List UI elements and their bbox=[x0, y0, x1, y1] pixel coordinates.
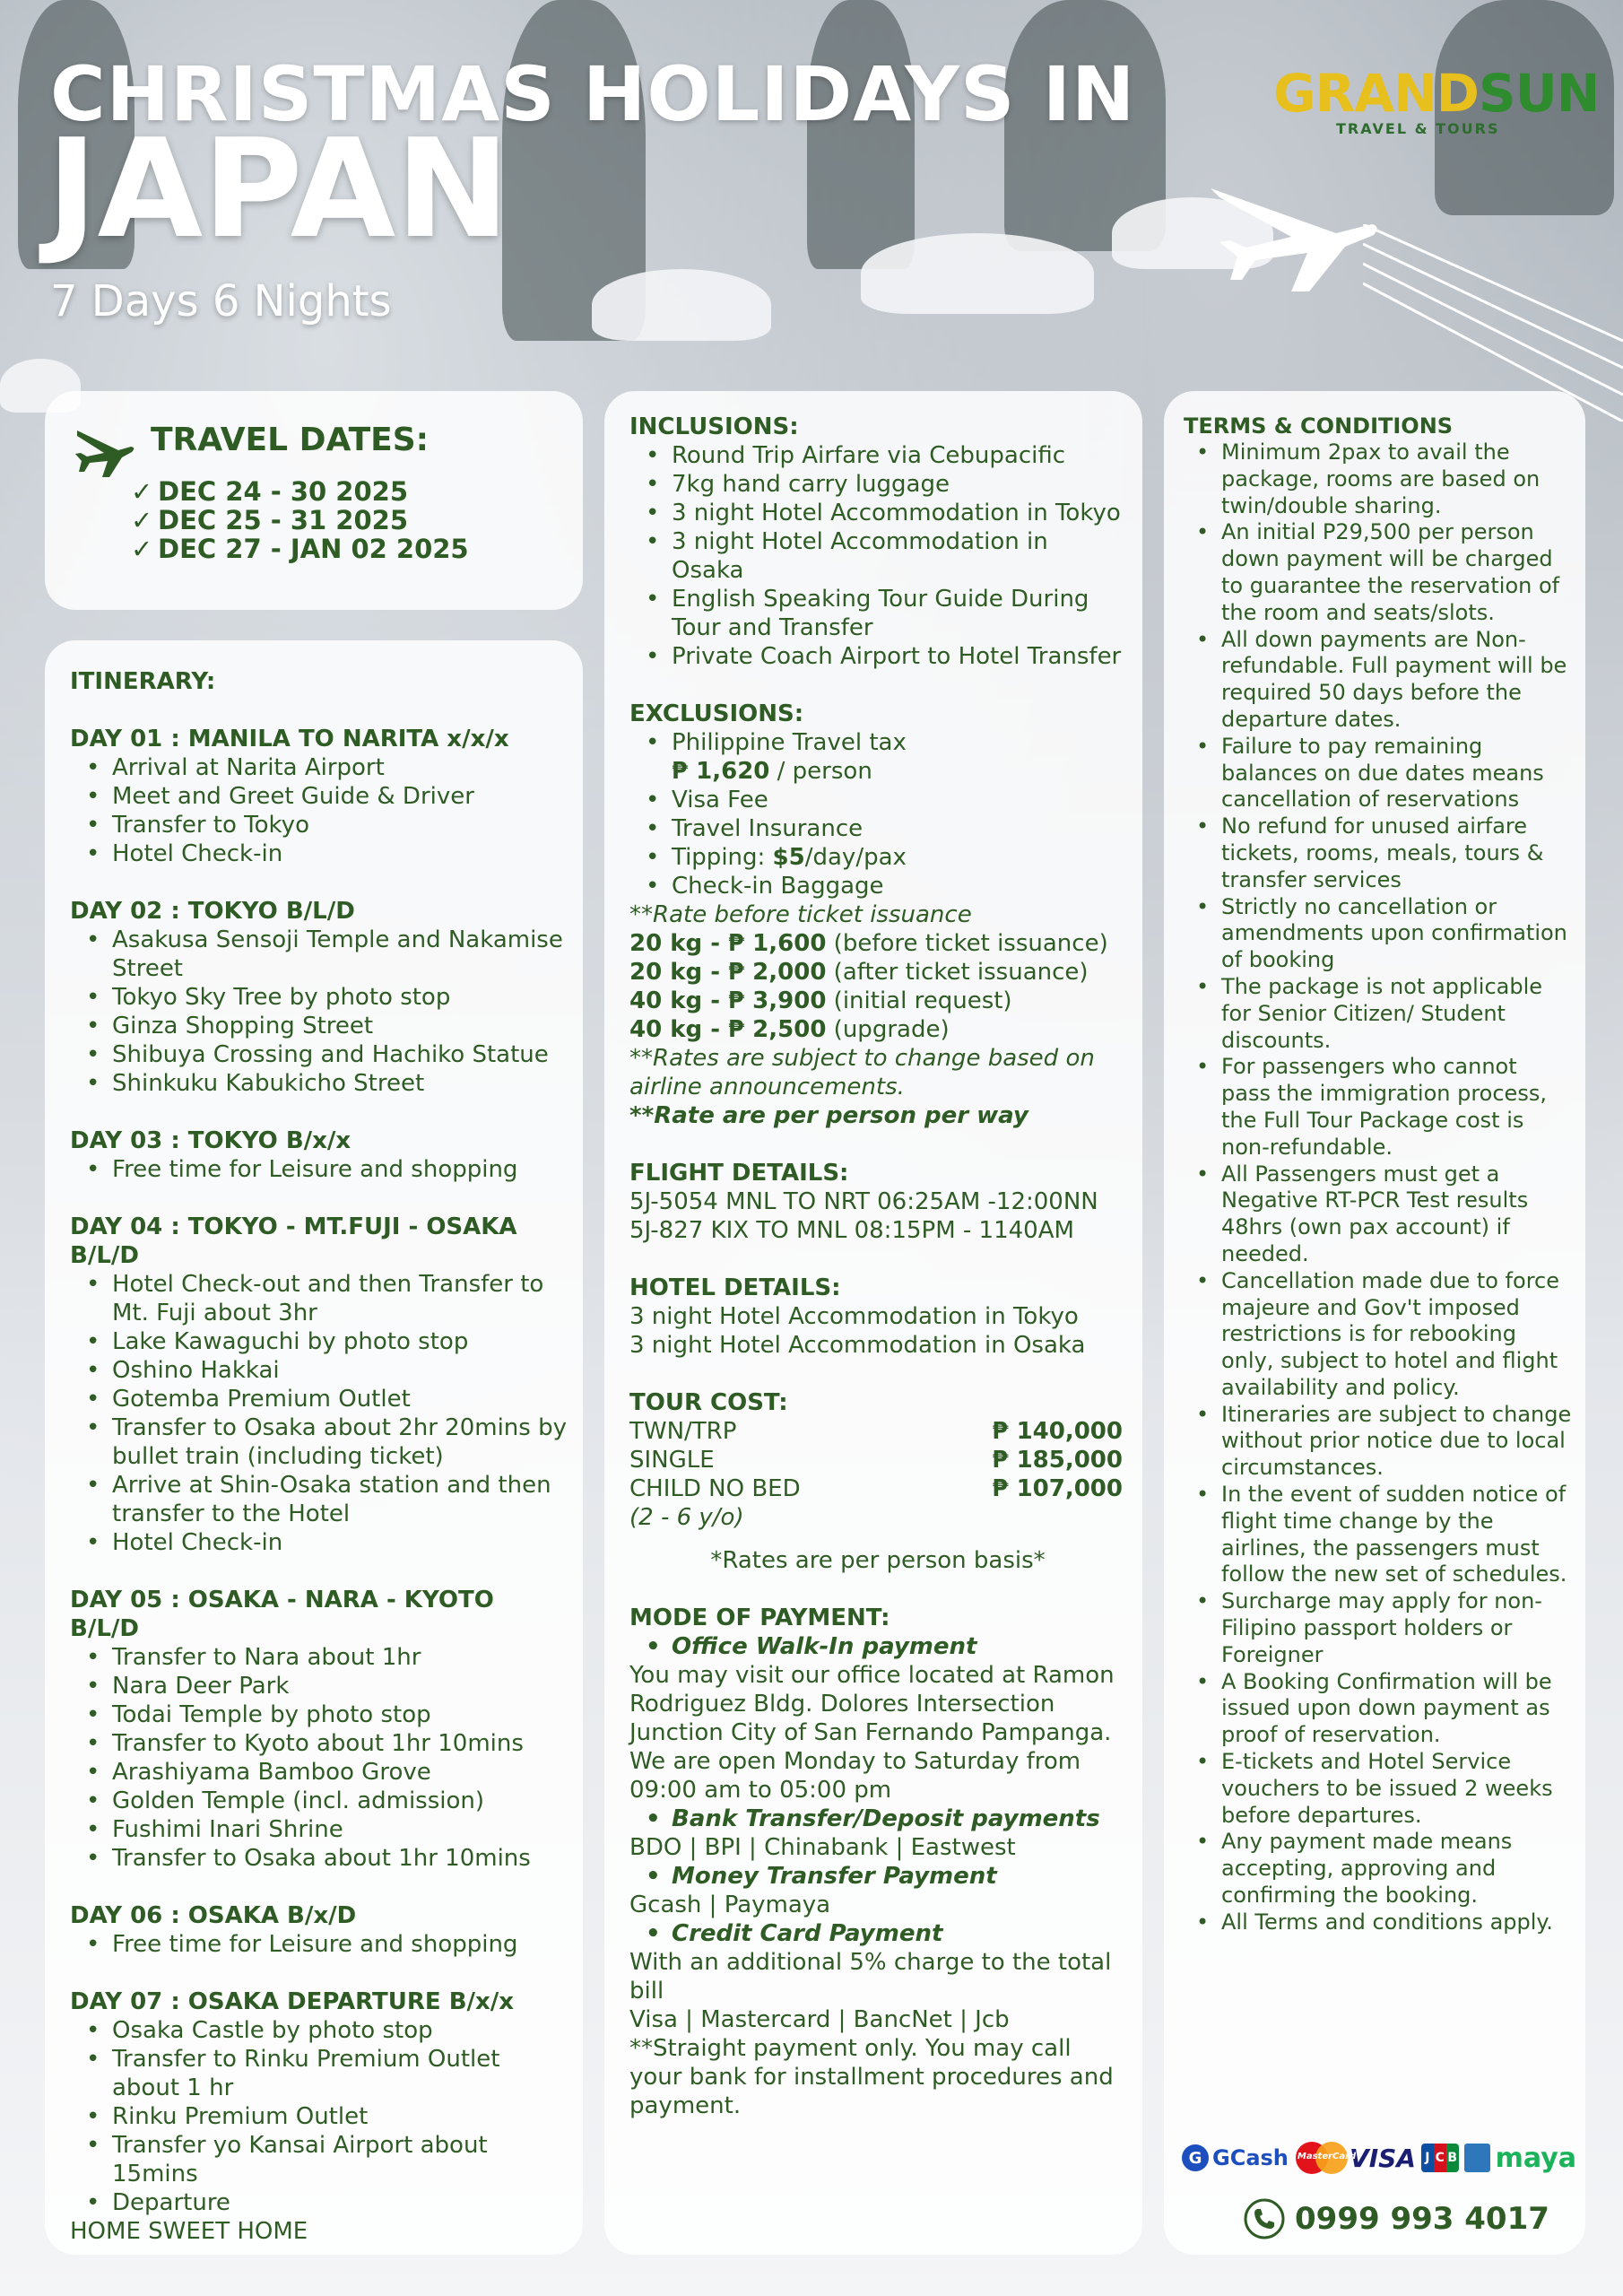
inclusions-title: INCLUSIONS: bbox=[629, 413, 799, 440]
list-item: • Departure bbox=[70, 2188, 567, 2217]
day-items bbox=[70, 1155, 567, 1184]
list-item: • Transfer yo Kansai Airport about 15mins bbox=[70, 2131, 567, 2188]
list-item: • Hotel Check-in bbox=[70, 839, 567, 868]
hero-title-line1: CHRISTMAS HOLIDAYS IN bbox=[50, 50, 1136, 138]
list-item: • Osaka Castle by photo stop bbox=[70, 2016, 567, 2045]
hero-subtitle: 7 Days 6 Nights bbox=[50, 276, 392, 326]
list-item: • Gotemba Premium Outlet bbox=[70, 1385, 567, 1413]
hotel-line: 3 night Hotel Accommodation in Osaka bbox=[629, 1332, 1086, 1359]
details-card bbox=[604, 391, 1142, 2255]
list-item: • Meet and Greet Guide & Driver bbox=[70, 782, 567, 811]
list-item: • E-tickets and Hotel Service vouchers to be issued 2 weeks before departures. bbox=[1184, 1749, 1573, 1829]
payment-money-text: Gcash | Paymaya bbox=[629, 1892, 831, 1918]
payment-card-text: With an additional 5% charge to the total bill bbox=[629, 1949, 1112, 2005]
list-item: • 3 night Hotel Accommodation in Osaka bbox=[629, 527, 1126, 585]
logo-brand-part2: SUN bbox=[1478, 63, 1600, 124]
child-age: (2 - 6 y/o) bbox=[629, 1504, 744, 1531]
list-item: • An initial P29,500 per person down payment will be charged to guarantee the reservation of the room and seats/slots. bbox=[1184, 519, 1573, 626]
itinerary-card bbox=[45, 640, 583, 2255]
payment-bank-text: BDO | BPI | Chinabank | Eastwest bbox=[629, 1834, 1016, 1861]
travel-dates-list bbox=[131, 477, 469, 563]
list-item: • Tokyo Sky Tree by photo stop bbox=[70, 983, 567, 1012]
travel-date-item: ✓ DEC 24 - 30 2025 bbox=[131, 476, 409, 507]
list-item: • Nara Deer Park bbox=[70, 1672, 567, 1700]
day-heading: DAY 02 : TOKYO B/L/D bbox=[70, 898, 355, 925]
rate-note: **Rate before ticket issuance bbox=[629, 901, 972, 928]
day-items bbox=[70, 753, 567, 868]
hotel-title: HOTEL DETAILS: bbox=[629, 1274, 841, 1301]
check-icon: ✓ bbox=[131, 505, 153, 535]
list-item: • Fushimi Inari Shrine bbox=[70, 1815, 567, 1844]
list-item: • No refund for unused airfare tickets, rooms, meals, tours & transfer services bbox=[1184, 813, 1573, 893]
gcash-logo: G GCash bbox=[1182, 2144, 1289, 2171]
mastercard-logo: MasterCard bbox=[1294, 2140, 1344, 2176]
day-items bbox=[70, 926, 567, 1098]
list-item: • Strictly no cancellation or amendments upon confirmation of booking bbox=[1184, 894, 1573, 974]
list-item: • Hotel Check-out and then Transfer to Mt. Fuji about 3hr bbox=[70, 1270, 567, 1327]
list-item: • All Terms and conditions apply. bbox=[1184, 1909, 1573, 1936]
terms-list bbox=[1184, 439, 1573, 1936]
list-item: • Transfer to Kyoto about 1hr 10mins bbox=[70, 1729, 567, 1758]
list-item: • Arrive at Shin-Osaka station and then transfer to the Hotel bbox=[70, 1471, 567, 1528]
exclusions-list bbox=[629, 728, 1126, 900]
list-item: • Shibuya Crossing and Hachiko Statue bbox=[70, 1040, 567, 1069]
list-item: • Oshino Hakkai bbox=[70, 1356, 567, 1385]
list-item: • 7kg hand carry luggage bbox=[629, 470, 1126, 499]
payment-method-money: • Money Transfer Payment bbox=[629, 1862, 1126, 1891]
list-item: • Rinku Premium Outlet bbox=[70, 2102, 567, 2131]
day-heading: DAY 04 : TOKYO - MT.FUJI - OSAKA B/L/D bbox=[70, 1213, 517, 1269]
hero-title-line2: JAPAN bbox=[47, 109, 510, 268]
list-item: • Check-in Baggage bbox=[629, 872, 1126, 900]
list-item: • A Booking Confirmation will be issued upon down payment as proof of reservation. bbox=[1184, 1669, 1573, 1749]
jcb-logo: J C B bbox=[1421, 2144, 1459, 2172]
baggage-rate: 20 kg - ₱ 2,000 (after ticket issuance) bbox=[629, 959, 1089, 986]
list-item: • Todai Temple by photo stop bbox=[70, 1700, 567, 1729]
day-heading: DAY 06 : OSAKA B/x/D bbox=[70, 1902, 357, 1929]
airplane-icon bbox=[1202, 170, 1381, 296]
baggage-rate: 40 kg - ₱ 2,500 (upgrade) bbox=[629, 1016, 950, 1043]
airplane-icon bbox=[74, 423, 136, 479]
list-item: • Round Trip Airfare via Cebupacific bbox=[629, 441, 1126, 470]
list-item: • Free time for Leisure and shopping bbox=[70, 1155, 567, 1184]
list-item: • Free time for Leisure and shopping bbox=[70, 1930, 567, 1959]
list-item: • Travel Insurance bbox=[629, 814, 1126, 843]
per-way-note: **Rate are per person per way bbox=[629, 1102, 1028, 1129]
maya-logo: maya bbox=[1495, 2142, 1576, 2174]
list-item: • Philippine Travel tax ₱ 1,620 / person bbox=[629, 728, 1126, 786]
day-items bbox=[70, 1930, 567, 1959]
day-items bbox=[70, 1270, 567, 1557]
rates-basis-note: *Rates are per person basis* bbox=[710, 1547, 1046, 1574]
day-heading: DAY 03 : TOKYO B/x/x bbox=[70, 1127, 352, 1154]
list-item: • Transfer to Rinku Premium Outlet about 1 hr bbox=[70, 2045, 567, 2102]
list-item: • Transfer to Tokyo bbox=[70, 811, 567, 839]
list-item: • Private Coach Airport to Hotel Transfer bbox=[629, 642, 1126, 671]
list-item: • Itineraries are subject to change without prior notice due to local circumstances. bbox=[1184, 1402, 1573, 1482]
hotel-line: 3 night Hotel Accommodation in Tokyo bbox=[629, 1303, 1079, 1330]
cost-row: SINGLE ₱ 185,000 bbox=[629, 1447, 1123, 1474]
tour-cost-title: TOUR COST: bbox=[629, 1389, 788, 1416]
list-item: • Golden Temple (incl. admission) bbox=[70, 1787, 567, 1815]
contact-phone bbox=[1243, 2197, 1549, 2240]
list-item: • For passengers who cannot pass the immigration process, the Full Tour Package cost is non-refundable. bbox=[1184, 1054, 1573, 1161]
flight-line: 5J-5054 MNL TO NRT 06:25AM -12:00NN bbox=[629, 1188, 1098, 1215]
check-icon: ✓ bbox=[131, 534, 153, 564]
phone-number: 0999 993 4017 bbox=[1295, 2201, 1549, 2237]
list-item: • In the event of sudden notice of flight time change by the airlines, the passengers must follow the new set of schedules. bbox=[1184, 1482, 1573, 1588]
list-item: • Transfer to Nara about 1hr bbox=[70, 1643, 567, 1672]
phone-icon bbox=[1243, 2197, 1286, 2240]
flight-line: 5J-827 KIX TO MNL 08:15PM - 1140AM bbox=[629, 1217, 1074, 1244]
itinerary-title: ITINERARY: bbox=[70, 668, 216, 695]
list-item: • Arashiyama Bamboo Grove bbox=[70, 1758, 567, 1787]
list-item: • Surcharge may apply for non-Filipino passport holders or Foreigner bbox=[1184, 1588, 1573, 1668]
amex-logo bbox=[1464, 2144, 1490, 2172]
inclusions-list bbox=[629, 441, 1126, 671]
list-item: • Any payment made means accepting, approving and confirming the booking. bbox=[1184, 1829, 1573, 1909]
payment-card-brands: Visa | Mastercard | BancNet | Jcb bbox=[629, 2006, 1010, 2033]
company-logo bbox=[1273, 63, 1600, 144]
list-item: • Tipping: $5/day/pax bbox=[629, 843, 1126, 872]
list-item: • Minimum 2pax to avail the package, rooms are based on twin/double sharing. bbox=[1184, 439, 1573, 519]
list-item: • Ginza Shopping Street bbox=[70, 1012, 567, 1040]
list-item: • 3 night Hotel Accommodation in Tokyo bbox=[629, 499, 1126, 527]
list-item: • All Passengers must get a Negative RT-PCR Test results 48hrs (own pax account) if needed. bbox=[1184, 1161, 1573, 1268]
logo-tagline: TRAVEL & TOURS bbox=[1336, 120, 1500, 137]
payment-title: MODE OF PAYMENT: bbox=[629, 1605, 890, 1631]
list-item: • Shinkuku Kabukicho Street bbox=[70, 1069, 567, 1098]
visa-logo: VISA bbox=[1350, 2143, 1416, 2173]
list-item: • Lake Kawaguchi by photo stop bbox=[70, 1327, 567, 1356]
check-icon: ✓ bbox=[131, 476, 153, 507]
list-item: • Hotel Check-in bbox=[70, 1528, 567, 1557]
list-item: • Arrival at Narita Airport bbox=[70, 753, 567, 782]
cost-row: TWN/TRP ₱ 140,000 bbox=[629, 1418, 1123, 1445]
subject-note: **Rates are subject to change based on airline announcements. bbox=[629, 1045, 1095, 1100]
terms-title: TERMS & CONDITIONS bbox=[1184, 413, 1454, 439]
payment-walkin-text: You may visit our office located at Ramon Rodriguez Bldg. Dolores Intersection Junction City of San Fernando Pampanga. We are open Monday to Saturday from 09:00 am to 05:00 pm bbox=[629, 1662, 1115, 1804]
day-heading: DAY 01 : MANILA TO NARITA x/x/x bbox=[70, 726, 509, 752]
travel-dates-title: TRAVEL DATES: bbox=[151, 422, 430, 458]
day-items bbox=[70, 1643, 567, 1873]
list-item: • English Speaking Tour Guide During Tour and Transfer bbox=[629, 585, 1126, 642]
logo-brand-part1: GRAND bbox=[1273, 63, 1479, 124]
payment-method-bank: • Bank Transfer/Deposit payments bbox=[629, 1805, 1126, 1833]
payment-method-walkin: • Office Walk-In payment bbox=[629, 1632, 1126, 1661]
exclusions-title: EXCLUSIONS: bbox=[629, 700, 804, 727]
payment-method-card: • Credit Card Payment bbox=[629, 1919, 1126, 1948]
list-item: • The package is not applicable for Senior Citizen/ Student discounts. bbox=[1184, 974, 1573, 1054]
itinerary-footer: HOME SWEET HOME bbox=[70, 2218, 308, 2245]
list-item: • All down payments are Non-refundable. Full payment will be required 50 days before the departure dates. bbox=[1184, 627, 1573, 734]
list-item: • Transfer to Osaka about 2hr 20mins by bullet train (including ticket) bbox=[70, 1413, 567, 1471]
day-heading: DAY 05 : OSAKA - NARA - KYOTO B/L/D bbox=[70, 1587, 494, 1642]
list-item: • Visa Fee bbox=[629, 786, 1126, 814]
list-item: • Asakusa Sensoji Temple and Nakamise Street bbox=[70, 926, 567, 983]
day-items bbox=[70, 2016, 567, 2217]
flight-title: FLIGHT DETAILS: bbox=[629, 1160, 849, 1187]
list-item: • Cancellation made due to force majeure and Gov't imposed restrictions is for rebooking only, subject to hotel and flight availability and policy. bbox=[1184, 1268, 1573, 1402]
baggage-rate: 20 kg - ₱ 1,600 (before ticket issuance) bbox=[629, 930, 1108, 957]
travel-date-item: ✓ DEC 25 - 31 2025 bbox=[131, 505, 409, 535]
payment-card-note: **Straight payment only. You may call your bank for installment procedures and payment. bbox=[629, 2035, 1114, 2119]
cost-row: CHILD NO BED ₱ 107,000 bbox=[629, 1475, 1123, 1502]
travel-date-item: ✓ DEC 27 - JAN 02 2025 bbox=[131, 534, 469, 564]
terms-card bbox=[1164, 391, 1585, 2255]
day-heading: DAY 07 : OSAKA DEPARTURE B/x/x bbox=[70, 1988, 515, 2015]
payment-logos bbox=[1182, 2138, 1576, 2178]
list-item: • Failure to pay remaining balances on due dates means cancellation of reservations bbox=[1184, 734, 1573, 813]
list-item: • Transfer to Osaka about 1hr 10mins bbox=[70, 1844, 567, 1873]
travel-dates-card bbox=[45, 391, 583, 610]
baggage-rate: 40 kg - ₱ 3,900 (initial request) bbox=[629, 987, 1012, 1014]
